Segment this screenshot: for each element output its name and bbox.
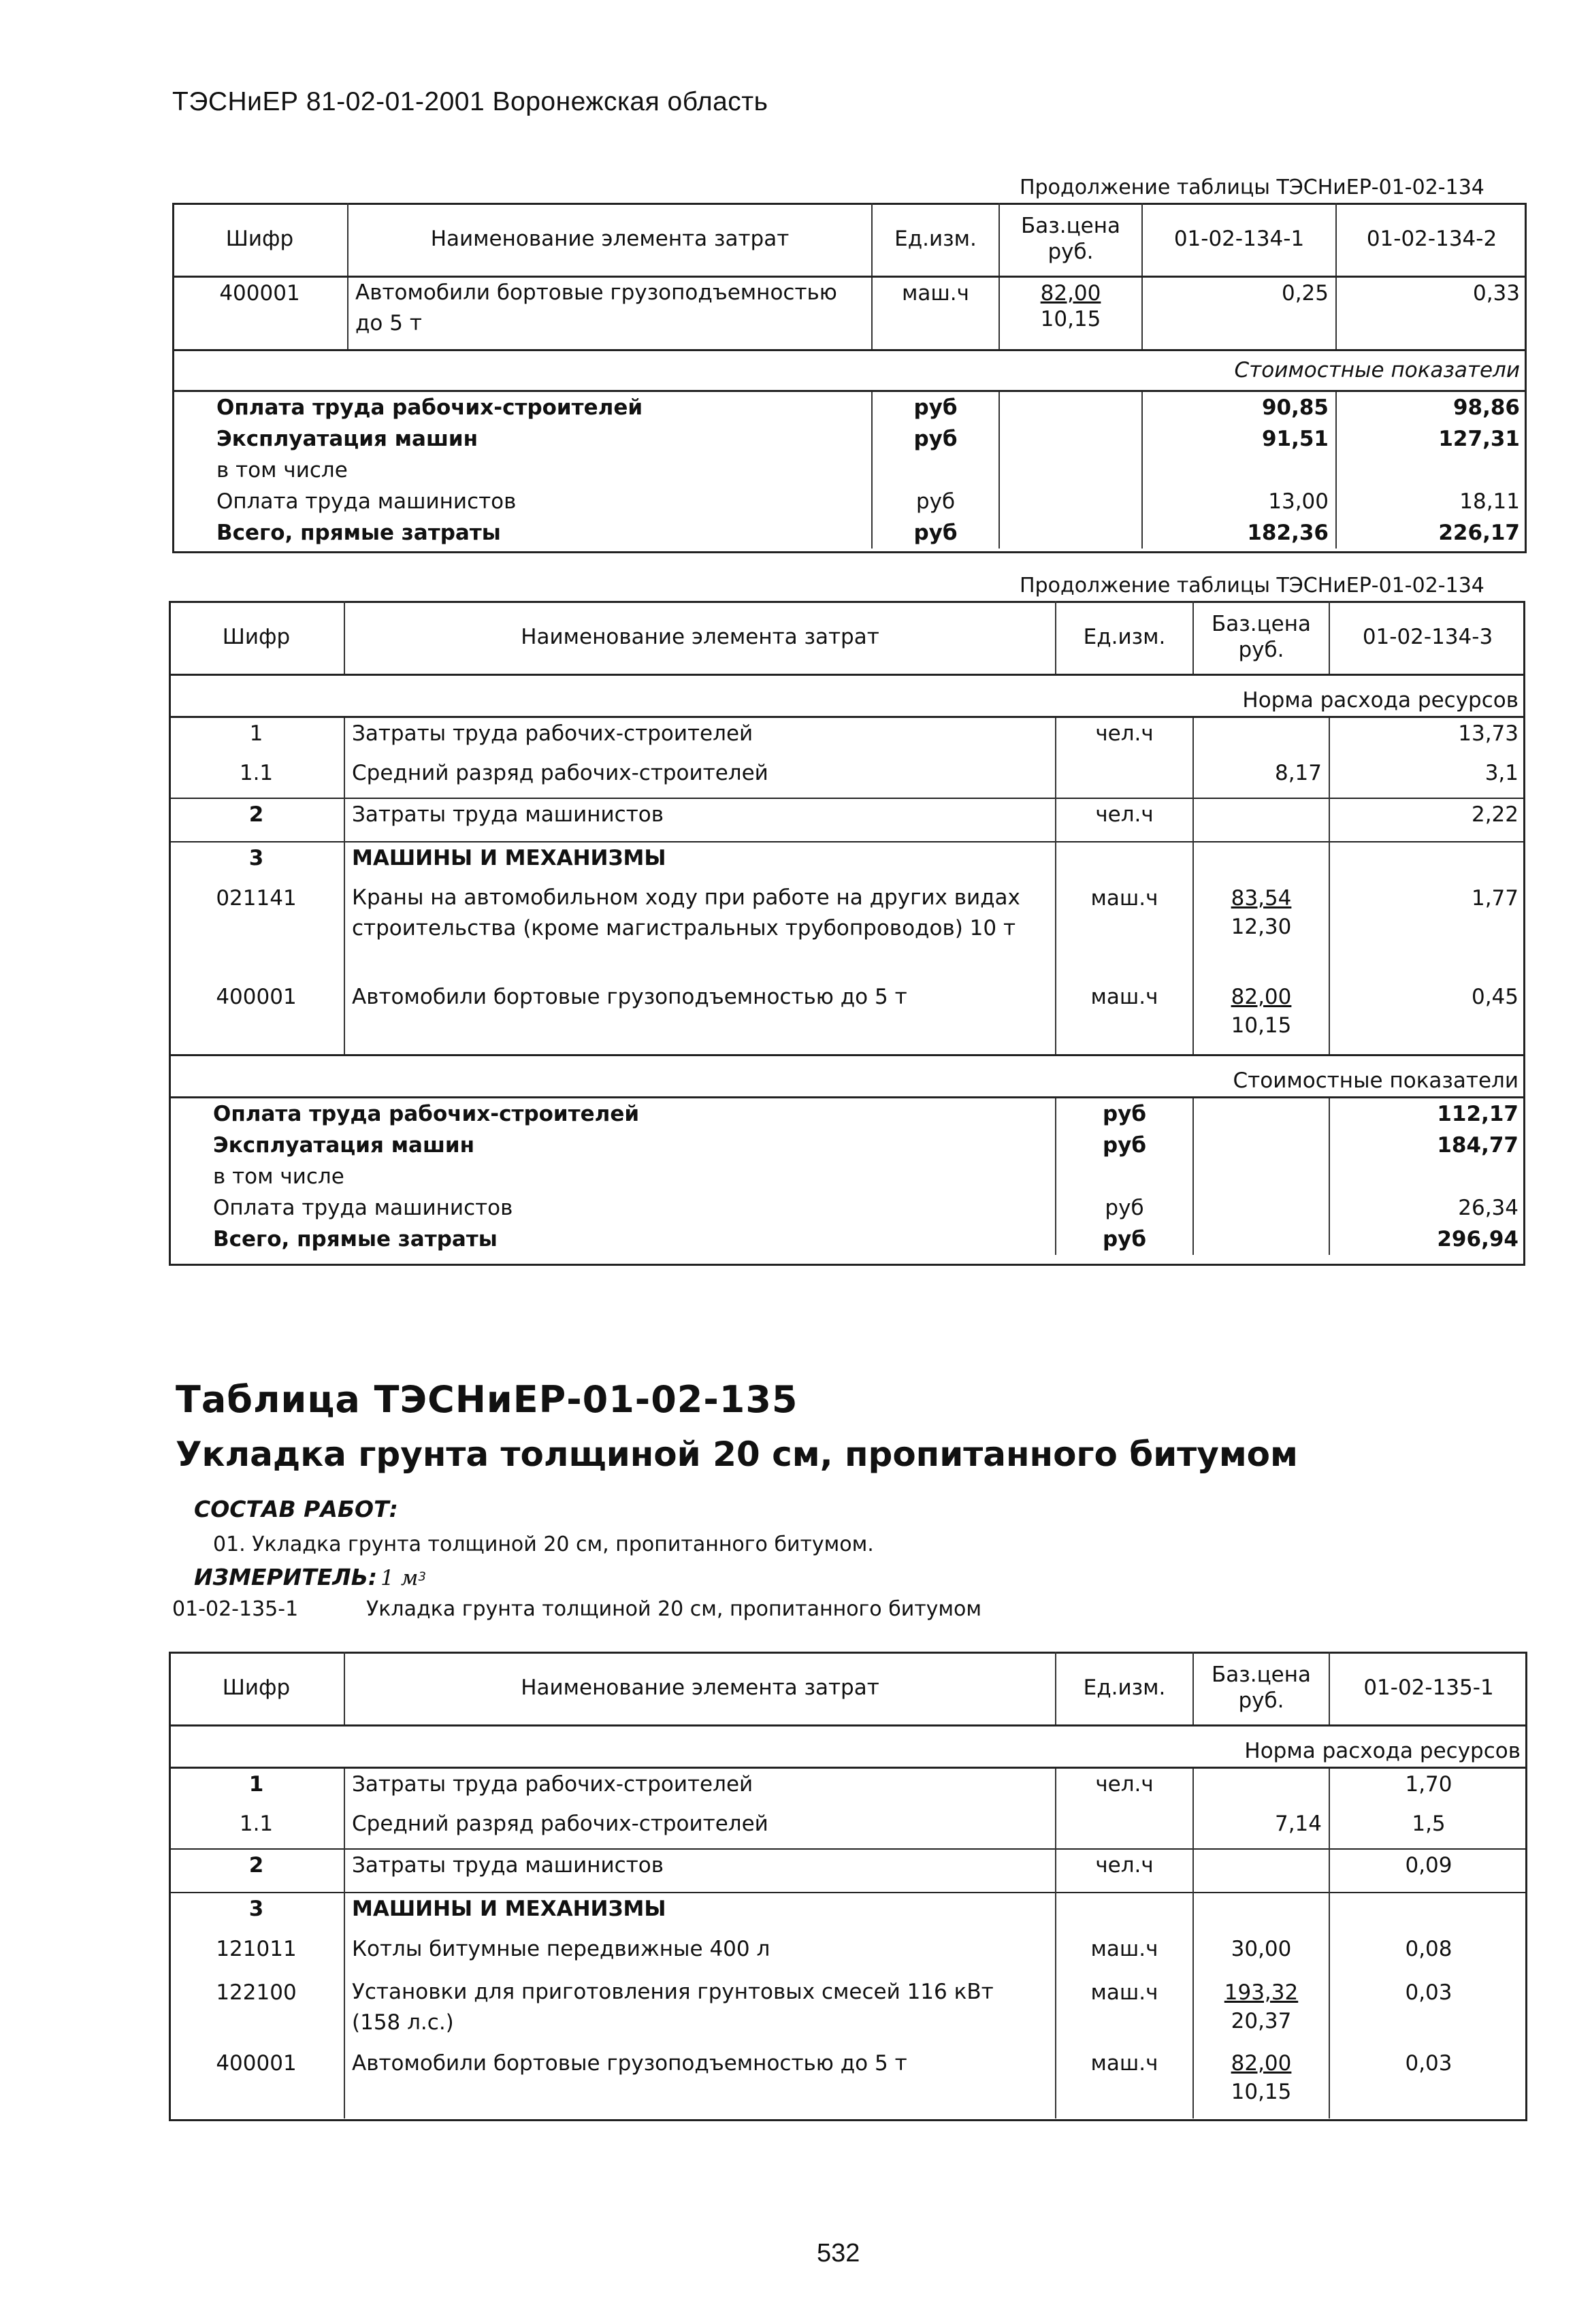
cost-name: Оплата труда рабочих-строителей xyxy=(216,395,643,420)
row-code: 400001 xyxy=(216,2051,297,2076)
cost-unit: руб xyxy=(872,517,999,549)
row-price: 7,14 xyxy=(1193,1808,1329,1849)
row-name: Средний разряд рабочих-строителей xyxy=(344,1808,1056,1849)
price-machinist-value: 10,15 xyxy=(1231,1013,1292,1038)
table-row xyxy=(169,798,1525,842)
table-row xyxy=(169,1977,1527,2048)
table-row xyxy=(169,883,1525,981)
row-code: 3 xyxy=(248,1897,264,1921)
cost-value: 296,94 xyxy=(1329,1224,1525,1255)
row-unit: маш.ч xyxy=(1056,2048,1193,2118)
table3 xyxy=(169,1652,1527,2118)
cost-row xyxy=(169,1161,1525,1192)
row-code: 1 xyxy=(248,1771,264,1797)
cost-name: в том числе xyxy=(216,457,348,482)
row-name: МАШИНЫ И МЕХАНИЗМЫ xyxy=(344,842,1056,883)
cost-row xyxy=(172,486,1527,517)
row-value: 1,5 xyxy=(1329,1808,1527,1849)
row-value: 1,70 xyxy=(1329,1767,1527,1808)
row-unit: маш.ч xyxy=(1056,883,1193,981)
row-code: 121011 xyxy=(216,1937,297,1961)
table-row xyxy=(169,981,1525,1055)
header-unit: Ед.изм. xyxy=(1056,1652,1193,1725)
cost-unit: руб xyxy=(872,486,999,517)
row-name: Средний разряд рабочих-строителей xyxy=(344,757,1056,798)
work-composition-label: СОСТАВ РАБОТ: xyxy=(194,1496,398,1522)
header-code: Шифр xyxy=(172,203,348,276)
row-name: Автомобили бортовые грузоподъемностью до 5 т xyxy=(344,981,1056,1055)
cost-name: Оплата труда машинистов xyxy=(213,1195,513,1220)
row-code: 1.1 xyxy=(239,761,274,785)
measure-unit: 1 м xyxy=(380,1566,419,1590)
row-code: 3 xyxy=(248,846,264,870)
row-name: Котлы битумные передвижные 400 л xyxy=(344,1933,1056,1977)
section-row xyxy=(172,350,1527,391)
cost-value-2: 127,31 xyxy=(1336,423,1527,455)
row-value-2: 0,33 xyxy=(1336,276,1527,350)
table-row xyxy=(169,757,1525,798)
cost-row xyxy=(172,391,1527,423)
row-price xyxy=(1193,2048,1329,2118)
header-unit: Ед.изм. xyxy=(1056,601,1193,674)
table3-subtitle: Укладка грунта толщиной 20 см, пропитанного битумом xyxy=(176,1435,1298,1474)
row-unit: маш.ч xyxy=(1056,1933,1193,1977)
cost-value-2: 98,86 xyxy=(1336,391,1527,423)
row-code: 021141 xyxy=(216,886,297,911)
row-code: 1.1 xyxy=(239,1812,274,1836)
table-row xyxy=(169,2048,1527,2118)
header-price: Баз.цена руб. xyxy=(1193,601,1329,674)
cost-value-1: 13,00 xyxy=(1142,486,1336,517)
row-value: 2,22 xyxy=(1329,798,1525,842)
header-code: Шифр xyxy=(169,601,344,674)
row-name: МАШИНЫ И МЕХАНИЗМЫ xyxy=(344,1893,1056,1933)
row-value: 0,03 xyxy=(1329,2048,1527,2118)
cost-unit: руб xyxy=(1056,1097,1193,1130)
cost-row xyxy=(169,1224,1525,1255)
page-number: 532 xyxy=(817,2239,860,2268)
row-name: Краны на автомобильном ходу при работе на других видах строительства (кроме магистральных трубопроводов) 10 т xyxy=(344,883,1056,981)
cost-row xyxy=(169,1097,1525,1130)
price-value: 82,00 xyxy=(1231,985,1292,1009)
header-unit: Ед.изм. xyxy=(872,203,999,276)
row-name: Затраты труда машинистов xyxy=(344,1849,1056,1893)
header-norm-1: 01-02-134-1 xyxy=(1142,203,1336,276)
row-code: 400001 xyxy=(216,985,297,1009)
header-norm: 01-02-134-3 xyxy=(1329,601,1525,674)
row-value: 3,1 xyxy=(1329,757,1525,798)
section-row xyxy=(169,1055,1525,1097)
measure-line xyxy=(194,1564,426,1590)
row-price: 8,17 xyxy=(1193,757,1329,798)
section-title: Норма расхода ресурсов xyxy=(169,674,1525,717)
table1 xyxy=(172,203,1527,549)
cost-value: 184,77 xyxy=(1329,1130,1525,1161)
section-row xyxy=(169,1725,1527,1767)
section-title: Стоимостные показатели xyxy=(172,350,1527,391)
cost-row xyxy=(172,423,1527,455)
row-code: 1 xyxy=(249,721,263,746)
cost-unit: руб xyxy=(872,423,999,455)
row-code: 122100 xyxy=(216,1980,297,2005)
measure-label: ИЗМЕРИТЕЛЬ: xyxy=(194,1564,378,1590)
row-code: 2 xyxy=(248,1853,264,1878)
row-value: 1,77 xyxy=(1329,883,1525,981)
header-code: Шифр xyxy=(169,1652,344,1725)
measure-sup: 3 xyxy=(418,1569,426,1584)
norm-name: Укладка грунта толщиной 20 см, пропитанного битумом xyxy=(366,1597,982,1621)
cost-name: Оплата труда машинистов xyxy=(216,489,517,514)
price-machinist-value: 20,37 xyxy=(1231,2009,1292,2033)
table3-title: Таблица ТЭСНиЕР-01-02-135 xyxy=(176,1378,798,1421)
price-machinist-value: 12,30 xyxy=(1231,915,1292,939)
table-row xyxy=(169,1767,1527,1808)
row-unit: маш.ч xyxy=(1056,981,1193,1055)
cost-name: Оплата труда рабочих-строителей xyxy=(213,1101,640,1126)
row-unit: чел.ч xyxy=(1056,1849,1193,1893)
cost-value-1: 90,85 xyxy=(1142,391,1336,423)
table3-header-row xyxy=(169,1652,1527,1725)
header-name: Наименование элемента затрат xyxy=(348,203,872,276)
cost-row xyxy=(169,1130,1525,1161)
row-unit: маш.ч xyxy=(1056,1977,1193,2048)
header-price: Баз.цена руб. xyxy=(999,203,1142,276)
table-row xyxy=(169,1933,1527,1977)
table-row xyxy=(169,1893,1527,1933)
cost-value-2: 18,11 xyxy=(1336,486,1527,517)
row-value: 0,09 xyxy=(1329,1849,1527,1893)
row-unit: маш.ч xyxy=(872,276,999,350)
table-row xyxy=(169,1808,1527,1849)
cost-name: Всего, прямые затраты xyxy=(213,1226,498,1251)
table2-header-row xyxy=(169,601,1525,674)
row-price: 30,00 xyxy=(1193,1933,1329,1977)
cost-value-1: 182,36 xyxy=(1142,517,1336,549)
header-name: Наименование элемента затрат xyxy=(344,601,1056,674)
cost-name: Эксплуатация машин xyxy=(216,426,478,451)
table1-header-row xyxy=(172,203,1527,276)
table2-caption: Продолжение таблицы ТЭСНиЕР-01-02-134 xyxy=(1020,574,1484,598)
row-name: Затраты труда машинистов xyxy=(344,798,1056,842)
price-machinist-value: 10,15 xyxy=(1040,306,1101,331)
section-row xyxy=(169,674,1525,717)
row-value-1: 0,25 xyxy=(1142,276,1336,350)
row-name: Затраты труда рабочих-строителей xyxy=(344,1767,1056,1808)
norm-code: 01-02-135-1 xyxy=(172,1597,299,1621)
row-name: Автомобили бортовые грузоподъемностью до 5 т xyxy=(348,276,872,350)
row-price xyxy=(1193,981,1329,1055)
header-price: Баз.цена руб. xyxy=(1193,1652,1329,1725)
row-name: Установки для приготовления грунтовых смесей 116 кВт (158 л.с.) xyxy=(344,1977,1056,2048)
cost-name: Эксплуатация машин xyxy=(213,1132,475,1158)
row-price xyxy=(1193,883,1329,981)
price-machinist-value: 10,15 xyxy=(1231,2080,1292,2104)
cost-name: Всего, прямые затраты xyxy=(216,520,501,545)
row-name: Затраты труда рабочих-строителей xyxy=(344,717,1056,757)
row-value: 0,45 xyxy=(1329,981,1525,1055)
row-code: 400001 xyxy=(219,280,300,306)
table2 xyxy=(169,601,1525,1255)
row-value: 0,08 xyxy=(1329,1933,1527,1977)
section-title: Норма расхода ресурсов xyxy=(169,1725,1527,1767)
header-norm: 01-02-135-1 xyxy=(1329,1652,1527,1725)
cost-value: 26,34 xyxy=(1329,1192,1525,1224)
row-value: 13,73 xyxy=(1329,717,1525,757)
price-value: 193,32 xyxy=(1224,1980,1299,2005)
table-row xyxy=(169,717,1525,757)
cost-value-1: 91,51 xyxy=(1142,423,1336,455)
row-unit: чел.ч xyxy=(1056,1767,1193,1808)
price-value: 83,54 xyxy=(1231,886,1292,911)
price-value: 82,00 xyxy=(1040,280,1101,306)
work-item: 01. Укладка грунта толщиной 20 см, пропитанного битумом. xyxy=(213,1533,874,1556)
table-row xyxy=(169,842,1525,883)
cost-row xyxy=(172,517,1527,549)
cost-row xyxy=(169,1192,1525,1224)
document-header: ТЭСНиЕР 81-02-01-2001 Воронежская область xyxy=(172,87,768,116)
table-row xyxy=(169,1849,1527,1893)
row-name: Автомобили бортовые грузоподъемностью до 5 т xyxy=(344,2048,1056,2118)
row-unit: чел.ч xyxy=(1056,717,1193,757)
cost-value-2: 226,17 xyxy=(1336,517,1527,549)
header-name: Наименование элемента затрат xyxy=(344,1652,1056,1725)
cost-unit: руб xyxy=(872,391,999,423)
table1-caption: Продолжение таблицы ТЭСНиЕР-01-02-134 xyxy=(1020,176,1484,199)
row-value: 0,03 xyxy=(1329,1977,1527,2048)
row-price xyxy=(1193,1977,1329,2048)
row-code: 2 xyxy=(248,802,264,827)
cost-unit: руб xyxy=(1056,1192,1193,1224)
section-title: Стоимостные показатели xyxy=(169,1055,1525,1097)
row-unit: чел.ч xyxy=(1056,798,1193,842)
cost-name: в том числе xyxy=(213,1164,344,1189)
cost-value: 112,17 xyxy=(1329,1097,1525,1130)
row-price xyxy=(999,276,1142,350)
table-row xyxy=(172,276,1527,350)
header-norm-2: 01-02-134-2 xyxy=(1336,203,1527,276)
cost-unit: руб xyxy=(1056,1224,1193,1255)
price-value: 82,00 xyxy=(1231,2051,1292,2076)
cost-unit: руб xyxy=(1056,1130,1193,1161)
cost-row xyxy=(172,455,1527,486)
